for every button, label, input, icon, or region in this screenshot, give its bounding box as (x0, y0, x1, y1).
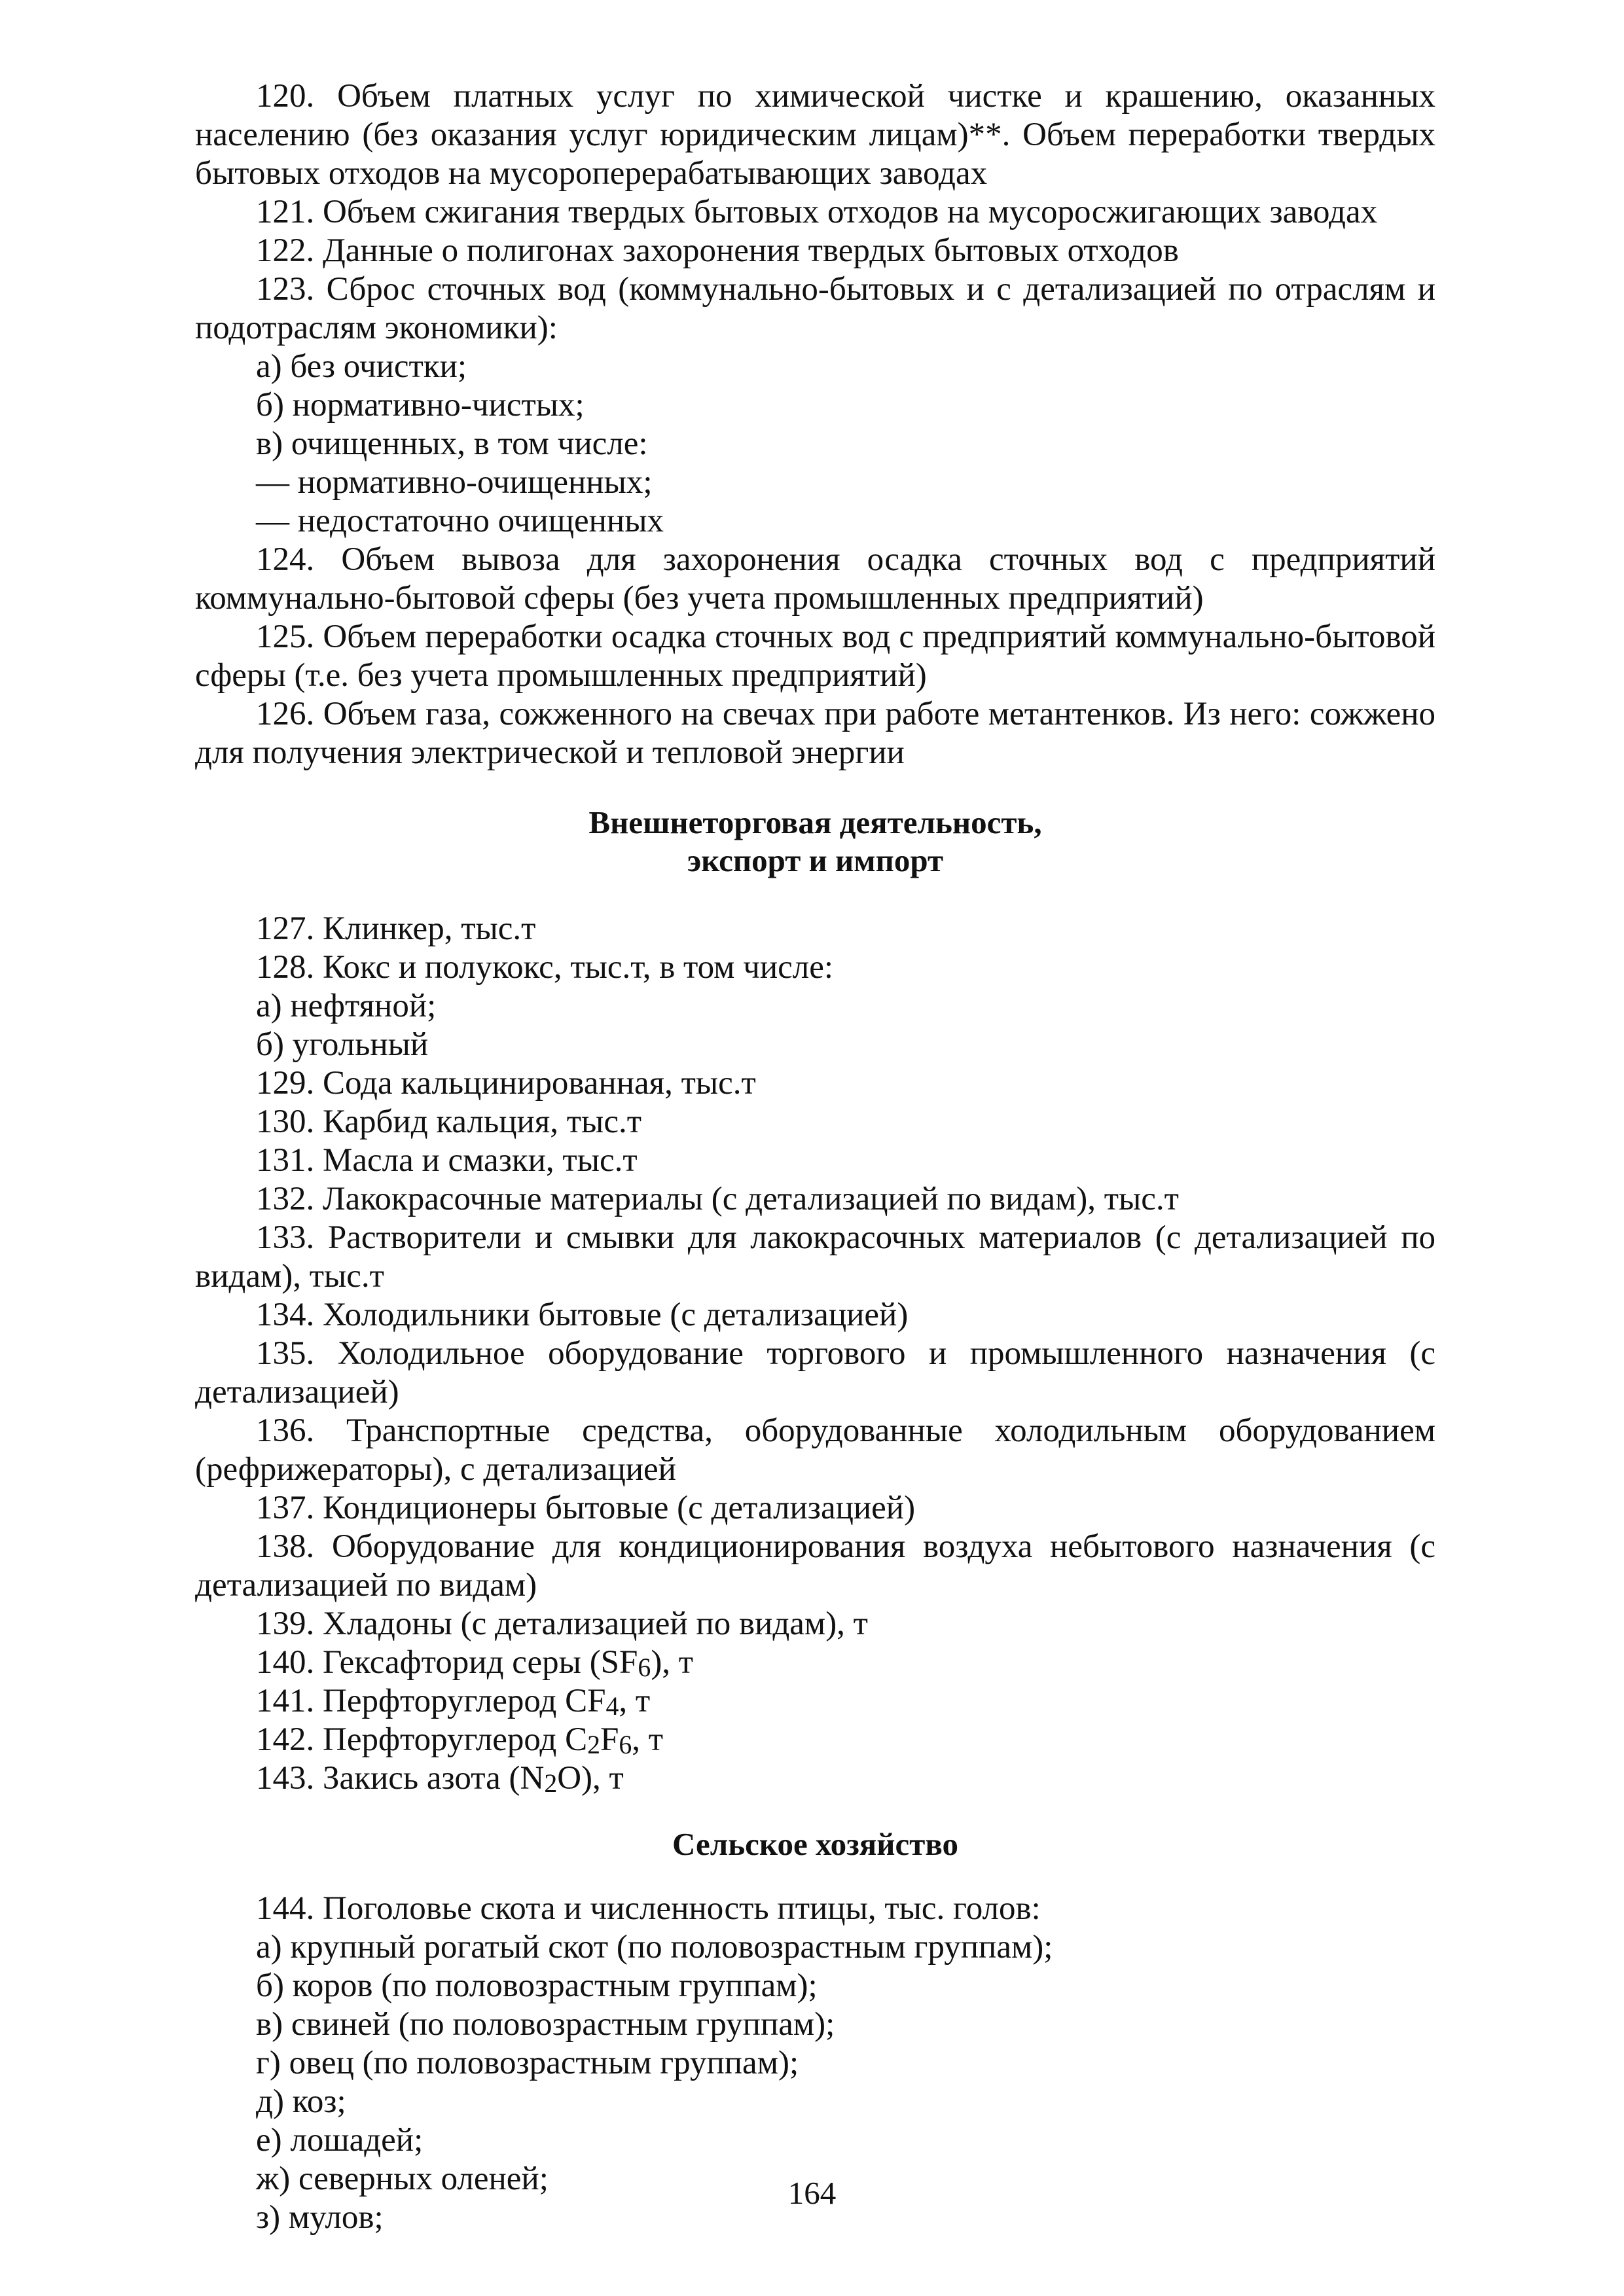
item-141-text: 141. Перфторуглерод CF (256, 1683, 606, 1719)
item-140-subscript: 6 (638, 1653, 651, 1682)
item-142 (195, 1721, 1435, 1759)
item-138: 138. Оборудование для кондиционирования воздуха небытового назначения (с детализацией по видам) (195, 1528, 1435, 1604)
item-142-subscript-1: 2 (587, 1730, 601, 1759)
item-127: 127. Клинкер, тыс.т (256, 910, 536, 947)
item-125: 125. Объем переработки осадка сточных вод с предприятий коммунально-бытовой сферы (т.е. без учета промышленных предприятий) (195, 619, 1435, 694)
item-124: 124. Объем вывоза для захоронения осадка сточных вод с предприятий коммунально-бытовой сферы (без учета промышленных предприятий) (195, 541, 1435, 617)
item-143-text: 143. Закись азота (N (256, 1760, 545, 1797)
item-123: 123. Сброс сточных вод (коммунально-бытовых и с детализацией по отраслям и подотраслям экономики): (195, 271, 1435, 346)
item-128: 128. Кокс и полукокс, тыс.т, в том числе: (256, 949, 834, 986)
item-126: 126. Объем газа, сожженного на свечах при работе метантенков. Из него: сожжено для получения электрической и тепловой энергии (195, 696, 1435, 771)
section-heading-agriculture-text: Сельское хозяйство (672, 1826, 958, 1862)
item-144-a: а) крупный рогатый скот (по половозрастным группам); (256, 1929, 1053, 1965)
item-142-text: 142. Перфторуглерод C (256, 1721, 588, 1758)
item-143-tail: O), т (557, 1760, 624, 1797)
item-128-b: б) угольный (256, 1026, 429, 1063)
item-131: 131. Масла и смазки, тыс.т (256, 1142, 638, 1179)
item-144: 144. Поголовье скота и численность птицы, тыс. голов: (256, 1890, 1041, 1927)
item-144-h: з) мулов; (256, 2199, 384, 2236)
item-122: 122. Данные о полигонах захоронения твердых бытовых отходов (256, 232, 1179, 269)
item-120: 120. Объем платных услуг по химической чистке и крашению, оказанных населению (без оказания услуг юридическим лицам)**. Объем переработки твердых бытовых отходов на мусороперерабатывающих заводах (195, 78, 1435, 192)
page-body (195, 77, 1435, 2237)
item-123-dash-1: — нормативно-очищенных; (256, 464, 653, 501)
item-141 (195, 1682, 1435, 1721)
item-123-b: б) нормативно-чистых; (256, 387, 585, 423)
item-142-tail: , т (632, 1721, 664, 1758)
item-129: 129. Сода кальцинированная, тыс.т (256, 1065, 756, 1102)
item-142-mid: F (600, 1721, 619, 1758)
item-143 (195, 1759, 1435, 1798)
item-141-tail: , т (619, 1683, 651, 1719)
section-heading-line-2: экспорт и импорт (687, 842, 944, 878)
item-143-subscript: 2 (544, 1768, 558, 1798)
item-142-subscript-2: 6 (619, 1730, 632, 1759)
item-139: 139. Хладоны (с детализацией по видам), т (256, 1605, 868, 1642)
item-132: 132. Лакокрасочные материалы (с детализацией по видам), тыс.т (256, 1181, 1179, 1217)
item-128-a: а) нефтяной; (256, 988, 437, 1024)
item-144-b: б) коров (по половозрастным группам); (256, 1967, 818, 2004)
section-heading-line-1: Внешнеторговая деятельность, (588, 804, 1042, 840)
item-140 (195, 1643, 1435, 1682)
item-144-g: ж) северных оленей; (256, 2161, 549, 2197)
item-134: 134. Холодильники бытовые (с детализацией) (256, 1297, 909, 1333)
item-137: 137. Кондиционеры бытовые (с детализацией) (256, 1490, 916, 1526)
section-heading-agriculture (195, 1825, 1435, 1863)
item-130: 130. Карбид кальция, тыс.т (256, 1103, 641, 1140)
item-144-f: е) лошадей; (256, 2122, 424, 2159)
item-140-text: 140. Гексафторид серы (SF (256, 1644, 638, 1681)
item-144-d: г) овец (по половозрастным группам); (256, 2045, 799, 2081)
item-123-dash-2: — недостаточно очищенных (256, 503, 664, 539)
item-144-c: в) свиней (по половозрастным группам); (256, 2006, 835, 2043)
item-123-c: в) очищенных, в том числе: (256, 425, 648, 462)
item-136: 136. Транспортные средства, оборудованные холодильным оборудованием (рефрижераторы), с детализацией (195, 1412, 1435, 1488)
page-number: 164 (787, 2175, 837, 2211)
item-141-subscript: 4 (605, 1691, 619, 1721)
item-133: 133. Растворители и смывки для лакокрасочных материалов (с детализацией по видам), тыс.т (195, 1219, 1435, 1295)
item-135: 135. Холодильное оборудование торгового и промышленного назначения (с детализацией) (195, 1335, 1435, 1410)
section-heading-foreign-trade (195, 804, 1435, 880)
item-123-a: а) без очистки; (256, 348, 467, 385)
item-144-e: д) коз; (256, 2083, 346, 2120)
item-140-tail: ), т (651, 1644, 694, 1681)
item-121: 121. Объем сжигания твердых бытовых отходов на мусоросжигающих заводах (256, 194, 1378, 230)
